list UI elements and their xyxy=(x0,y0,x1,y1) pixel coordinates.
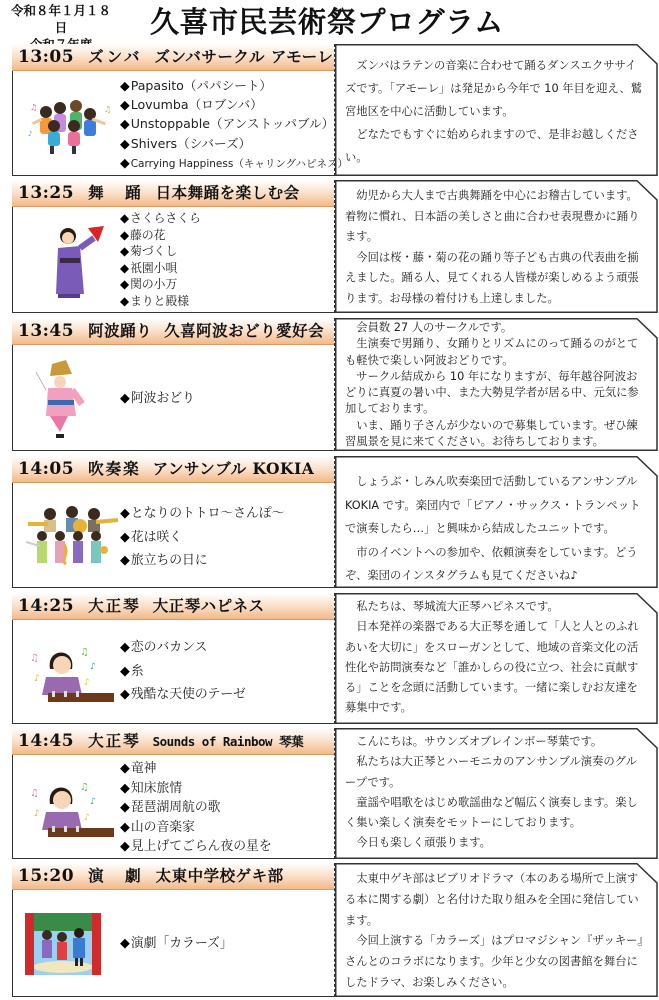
svg-text:♪: ♪ xyxy=(28,130,33,138)
svg-text:♪: ♪ xyxy=(90,797,96,807)
section-description-panel xyxy=(335,593,658,724)
performance-time: 15:20 xyxy=(18,866,75,886)
svg-text:♫: ♫ xyxy=(80,782,89,793)
section-description-panel xyxy=(335,180,658,313)
section-description-panel xyxy=(335,44,658,176)
section-description-panel xyxy=(335,318,658,451)
diamond-bullet-icon: ◆ xyxy=(120,135,130,151)
group-name: アンサンブル KOKIA xyxy=(152,459,315,478)
song-item: ◆となりのトトロ～さんぽ～ xyxy=(120,506,285,521)
song-item: ◆まりと殿様 xyxy=(120,293,190,308)
group-description: ズンバはラテンの音楽に合わせて踊るダンスエクササイズです。「アモーレ」は発足から今年で 10 年目を迎え、鷲宮地区を中心に活動しています。 どなたでもすぐに始められますので、是非お越しください。 xyxy=(345,59,642,164)
diamond-bullet-icon: ◆ xyxy=(120,761,130,776)
event-date: 令和８年１月１８日 xyxy=(10,3,111,35)
song-item: ◆祇園小唄 xyxy=(120,260,178,275)
song-item: ◆Unstoppable（アンストッパブル） xyxy=(120,116,335,132)
song-list xyxy=(120,76,348,174)
diamond-bullet-icon: ◆ xyxy=(120,227,130,242)
diamond-bullet-icon: ◆ xyxy=(120,244,130,259)
page-header xyxy=(0,0,659,44)
diamond-bullet-icon: ◆ xyxy=(120,78,130,93)
performance-genre: 演 劇 xyxy=(88,866,144,885)
performance-time: 14:25 xyxy=(18,596,75,616)
svg-text:♪: ♪ xyxy=(84,678,90,688)
performance-genre: 大正琴 xyxy=(88,731,141,750)
song-item: ◆関の小万 xyxy=(120,277,178,292)
group-description: こんにちは。サウンズオブレインボー琴葉です。 私たちは大正琴とハーモニカのアンサンブル演奏のグループです。 童謡や唱歌をはじめ歌謡曲など幅広く演奏します。楽しく集い楽しく演奏をモットーにしております。 今日も楽しく頑張ります。 xyxy=(345,735,638,850)
group-name: 日本舞踊を楽しむ会 xyxy=(155,183,300,202)
program-section-drama xyxy=(12,863,658,997)
diamond-bullet-icon: ◆ xyxy=(120,819,130,835)
song-item: ◆Carrying Happiness（キャリングハピネス） xyxy=(120,154,348,170)
diamond-bullet-icon: ◆ xyxy=(120,553,130,568)
diamond-bullet-icon: ◆ xyxy=(120,97,130,113)
program-section-sounds-of-rainbow xyxy=(12,728,658,859)
group-name: Sounds of Rainbow 琴葉 xyxy=(152,734,304,749)
song-item: ◆さくらさくら xyxy=(120,211,201,225)
group-name: 太東中学校ゲキ部 xyxy=(155,866,284,885)
program-section-awa-odori xyxy=(12,318,658,451)
svg-text:♫: ♫ xyxy=(80,647,89,658)
section-title-band xyxy=(12,863,334,890)
song-item: ◆見上げてごらん夜の星を xyxy=(120,839,272,854)
song-item: ◆菊づくし xyxy=(120,244,178,259)
diamond-bullet-icon: ◆ xyxy=(120,293,130,308)
group-description: 幼児から大人まで古典舞踊を中心にお稽古しています。着物に慣れ、日本語の美しさと曲に合わせ表現豊かに踊ります。 今回は桜・藤・菊の花の踊り等子ども古典の代表曲を揃えました。踊る人、見てくれる人皆様が楽しめるよう頑張ります。お母様の着付けも上達しました。 xyxy=(345,189,640,305)
group-description: しょうぶ・しみん吹奏楽団で活動しているアンサンブル KOKIA です。楽団内で「ピアノ・サックス・トランペットで演奏したら…」と興味から結成したユニットです。 市のイベントへの参加や、依頼演奏をしています。どうぞ、楽団のインスタグラムも見てくださいね♪ xyxy=(345,475,641,582)
song-item: ◆知床旅情 xyxy=(120,780,183,796)
section-title-band xyxy=(12,456,334,483)
song-item: ◆阿波おどり xyxy=(120,391,195,406)
diamond-bullet-icon: ◆ xyxy=(120,687,130,702)
diamond-bullet-icon: ◆ xyxy=(120,391,130,406)
taishogoto-player-icon xyxy=(28,641,114,709)
diamond-bullet-icon: ◆ xyxy=(120,211,130,225)
group-name: 大正琴ハピネス xyxy=(152,596,265,615)
song-item: ◆残酷な天使のテーゼ xyxy=(120,687,246,702)
performance-genre: 吹奏楽 xyxy=(88,459,141,478)
dancing-group-icon xyxy=(26,96,116,156)
svg-text:♪: ♪ xyxy=(34,809,40,819)
performance-genre: 阿波踊り xyxy=(88,321,153,340)
diamond-bullet-icon: ◆ xyxy=(120,663,130,679)
svg-text:♫: ♫ xyxy=(30,788,39,799)
song-item: ◆竜神 xyxy=(120,761,157,776)
program-section-taishogoto-happiness xyxy=(12,593,658,724)
svg-text:♪: ♪ xyxy=(84,813,90,823)
program-section-nihon-buyo xyxy=(12,180,658,313)
awa-odori-dancer-icon xyxy=(32,358,92,443)
svg-text:♪: ♪ xyxy=(34,674,40,684)
diamond-bullet-icon: ◆ xyxy=(120,800,130,815)
song-item: ◆Lovumba（ロブンバ） xyxy=(120,97,263,113)
group-name: ズンバサークル アモーレ xyxy=(154,47,334,66)
song-item: ◆旅立ちの日に xyxy=(120,553,208,568)
diamond-bullet-icon: ◆ xyxy=(120,277,130,292)
diamond-bullet-icon: ◆ xyxy=(120,640,130,655)
stage-play-icon xyxy=(25,913,101,975)
performance-time: 13:45 xyxy=(18,321,75,341)
song-list xyxy=(120,759,272,857)
svg-text:♫: ♫ xyxy=(30,653,39,664)
program-section-brass-band xyxy=(12,456,658,588)
section-title-band xyxy=(12,593,334,620)
section-title-band xyxy=(12,318,334,345)
section-description-panel xyxy=(335,456,658,588)
svg-text:♫: ♫ xyxy=(104,105,112,114)
section-title-band xyxy=(12,728,334,755)
diamond-bullet-icon: ◆ xyxy=(120,260,130,275)
group-description: 会員数 27 人のサークルです。 生演奏で男踊り、女踊りとリズムにのって踊るのがとても軽快で楽しい阿波おどりです。 サークル結成から 10 年になりますが、毎年越谷阿波おどりに真夏の暑い中、また大勢見学者が居る中、元気に参加しております。 いま、踊り子さんが少ないので募集しています。ぜひ練習風景を見に来てください。お待ちしております。 xyxy=(345,321,639,449)
kimono-dancer-icon xyxy=(50,222,110,302)
song-item: ◆糸 xyxy=(120,663,144,679)
song-list xyxy=(120,390,195,408)
section-title-band xyxy=(12,44,334,71)
svg-text:♪: ♪ xyxy=(90,662,96,672)
song-list xyxy=(120,210,201,310)
group-description: 私たちは、琴城流大正琴ハピネスです。 日本発祥の楽器である大正琴を通して「人と人とのふれあいを大切に」をスローガンとして、地域の音楽文化の活性化や訪問演奏など「誰かしらの役に立つ、社会に貢献する」ことを念頭に活動しています。一緒に楽しむお友達を募集中です。 xyxy=(345,600,639,715)
diamond-bullet-icon: ◆ xyxy=(120,780,130,796)
diamond-bullet-icon: ◆ xyxy=(120,154,130,170)
performance-time: 13:05 xyxy=(18,47,75,67)
song-item: ◆花は咲く xyxy=(120,529,183,545)
performance-genre: 舞 踊 xyxy=(88,183,144,202)
song-item: ◆琵琶湖周航の歌 xyxy=(120,800,221,815)
diamond-bullet-icon: ◆ xyxy=(120,116,130,132)
group-name: 久喜阿波おどり愛好会 xyxy=(164,321,325,340)
diamond-bullet-icon: ◆ xyxy=(120,936,130,951)
song-item: ◆藤の花 xyxy=(120,227,166,242)
performance-genre: ズンバ xyxy=(88,47,143,66)
diamond-bullet-icon: ◆ xyxy=(120,529,130,545)
performance-time: 14:45 xyxy=(18,731,75,751)
group-description: 太東中ゲキ部はビブリオドラマ（本のある場所で上演する本に関する劇）と名付けた取り組みを全国に発信しています。 今回上演する「カラーズ」はプロマジシャン『ザッキー』さんとのコラボになります。少年と少女の図書館を舞台にしたドラマ、お楽しみください。 xyxy=(345,872,644,989)
section-description-panel xyxy=(335,728,658,859)
song-item: ◆山の音楽家 xyxy=(120,819,195,835)
performance-time: 13:25 xyxy=(18,183,75,203)
svg-text:♫: ♫ xyxy=(30,103,38,112)
diamond-bullet-icon: ◆ xyxy=(120,506,130,521)
diamond-bullet-icon: ◆ xyxy=(120,839,130,854)
program-section-zumba xyxy=(12,44,658,176)
song-item: ◆恋のバカンス xyxy=(120,640,208,655)
performance-time: 14:05 xyxy=(18,459,75,479)
song-list xyxy=(120,935,233,953)
song-item: ◆演劇「カラーズ」 xyxy=(120,936,233,951)
brass-band-icon xyxy=(24,504,120,570)
section-title-band xyxy=(12,180,334,207)
song-list xyxy=(120,636,246,707)
section-description-panel xyxy=(335,863,658,997)
song-item: ◆Shivers（シバーズ） xyxy=(120,135,252,151)
page-title: 久喜市民芸術祭プログラム xyxy=(150,5,504,39)
song-item: ◆Papasito（パパシート） xyxy=(120,78,273,93)
performance-genre: 大正琴 xyxy=(88,596,141,615)
song-list xyxy=(120,502,284,573)
taishogoto-player-icon xyxy=(28,776,114,844)
